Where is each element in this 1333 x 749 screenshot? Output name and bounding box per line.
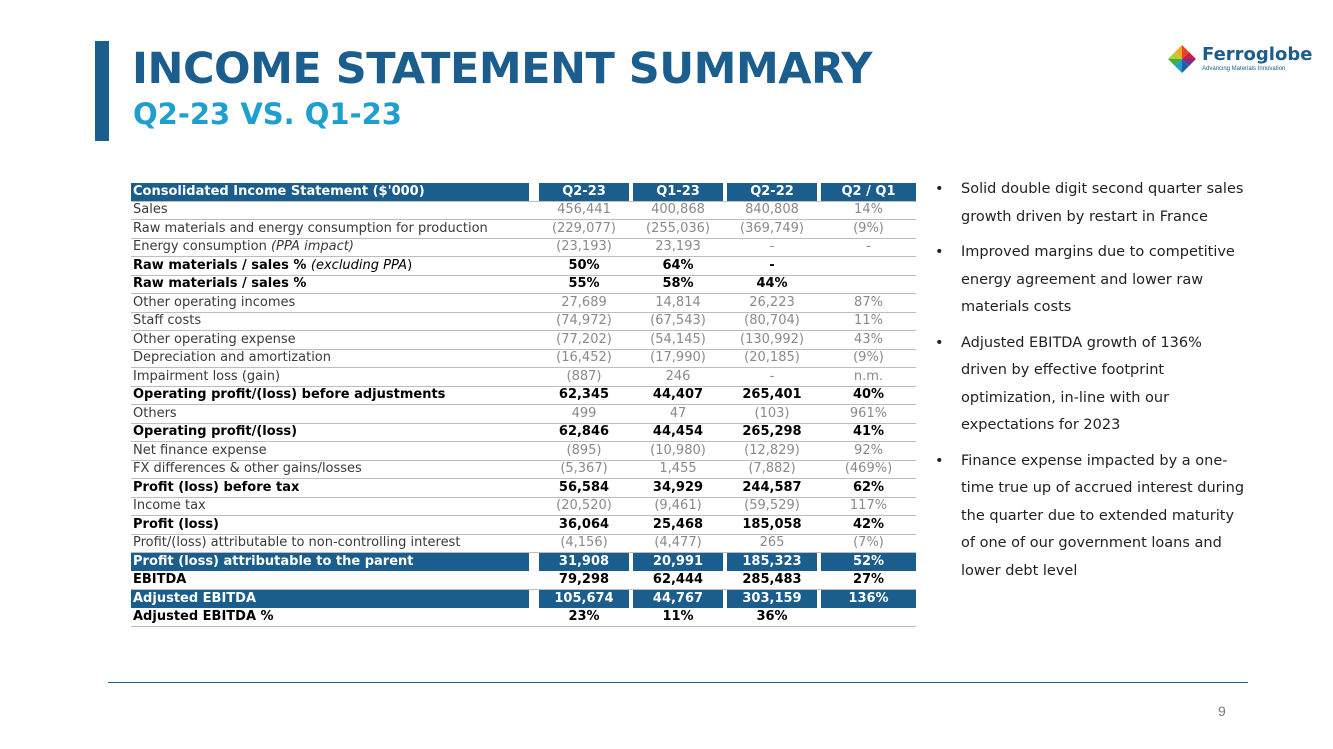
commentary-bullets [935,176,1247,593]
column-gap [529,571,539,590]
value-cell: 62,444 [633,571,723,590]
value-cell: 58% [633,275,723,294]
table-row [131,257,916,276]
row-label [131,238,529,257]
value-cell: 43% [821,331,916,350]
value-cell: (20,520) [539,497,629,516]
value-cell: 64% [633,257,723,276]
value-cell: (895) [539,442,629,461]
row-label-qualifier: (PPA impact) [270,239,354,254]
row-label-text: Net finance expense [133,442,267,458]
row-label [131,312,529,331]
value-cell: 52% [821,553,916,572]
value-cell: 26,223 [727,294,817,313]
value-cell: (5,367) [539,460,629,479]
bullet-text: Solid double digit second quarter sales growth driven by restart in France [961,181,1244,225]
column-gap [529,479,539,498]
value-cell [821,608,916,627]
row-label [131,294,529,313]
value-cell: 50% [539,257,629,276]
row-label-text: Staff costs [133,313,202,328]
value-cell: 265,298 [727,423,817,442]
value-cell: (103) [727,405,817,424]
column-gap [529,608,539,627]
column-gap [529,553,539,572]
value-cell: (17,990) [633,349,723,368]
value-cell: - [727,257,817,276]
row-label-text: Adjusted EBITDA [133,590,257,606]
row-label [131,275,529,294]
value-cell: 27,689 [539,294,629,313]
row-label-text: Profit (loss) attributable to the parent [133,553,414,569]
bullet-dot-icon: • [935,181,944,197]
value-cell: 87% [821,294,916,313]
row-label [131,590,529,609]
column-gap [529,275,539,294]
column-gap [529,201,539,220]
column-header: Q2 / Q1 [821,183,916,201]
value-cell: 40% [821,386,916,405]
row-label-text: Sales [133,202,168,217]
value-cell: (229,077) [539,220,629,239]
column-gap [529,220,539,239]
column-gap [529,238,539,257]
row-label-text: Raw materials / sales % [133,257,311,273]
income-statement-table [131,183,916,627]
table-row [131,201,916,220]
value-cell: 47 [633,405,723,424]
value-cell: 62% [821,479,916,498]
value-cell: - [727,238,817,257]
column-gap [529,183,539,201]
column-gap [529,534,539,553]
bullet-item [935,176,1247,231]
value-cell: 499 [539,405,629,424]
value-cell: (9%) [821,220,916,239]
logo-mark-icon [1166,43,1198,75]
row-label [131,386,529,405]
value-cell: 246 [633,368,723,387]
row-label [131,497,529,516]
column-gap [529,312,539,331]
row-label [131,423,529,442]
bullet-text: Improved margins due to competitive energy agreement and lower raw materials costs [961,244,1235,315]
row-label-suffix: ) [407,257,413,273]
value-cell: (7,882) [727,460,817,479]
row-label-text: Income tax [133,498,206,513]
table-row [131,386,916,405]
value-cell: 285,483 [727,571,817,590]
value-cell: - [727,368,817,387]
row-label-text: Profit (loss) [133,516,219,532]
row-label-text: FX differences & other gains/losses [133,461,362,476]
value-cell: (4,477) [633,534,723,553]
column-gap [529,423,539,442]
value-cell: (16,452) [539,349,629,368]
value-cell: (54,145) [633,331,723,350]
value-cell: 105,674 [539,590,629,609]
footer-divider [108,682,1248,683]
value-cell: 456,441 [539,201,629,220]
row-label [131,220,529,239]
column-gap [529,368,539,387]
table-row [131,368,916,387]
value-cell: (20,185) [727,349,817,368]
value-cell: 1,455 [633,460,723,479]
table-row [131,608,916,627]
row-label-qualifier: (excluding PPA [310,257,408,273]
table-row [131,220,916,239]
row-label-text: Energy consumption [133,239,271,254]
logo-tagline: Advancing Materials Innovation [1202,66,1286,72]
table-row [131,405,916,424]
column-gap [529,442,539,461]
row-label-text: Depreciation and amortization [133,350,331,365]
column-gap [529,349,539,368]
bullet-dot-icon: • [935,244,944,260]
column-gap [529,257,539,276]
table-row [131,571,916,590]
value-cell: 961% [821,405,916,424]
table-row [131,423,916,442]
page-subtitle: Q2-23 VS. Q1-23 [133,97,402,131]
value-cell: (9,461) [633,497,723,516]
value-cell [821,275,916,294]
row-label-text: Operating profit/(loss) before adjustments [133,387,446,402]
row-label [131,201,529,220]
value-cell: (74,972) [539,312,629,331]
table-row [131,590,916,609]
row-label-text: Profit/(loss) attributable to non-controlling interest [133,535,461,550]
value-cell: 136% [821,590,916,609]
value-cell: 27% [821,571,916,590]
row-label [131,331,529,350]
column-gap [529,294,539,313]
column-header: Q1-23 [633,183,723,201]
row-label [131,516,529,535]
table-row [131,553,916,572]
column-gap [529,331,539,350]
bullet-item [935,330,1247,440]
row-label-text: Other operating expense [133,331,296,347]
row-label [131,442,529,461]
row-label [131,608,529,627]
value-cell [821,257,916,276]
value-cell: (4,156) [539,534,629,553]
row-label [131,257,529,276]
column-gap [529,386,539,405]
table-row [131,516,916,535]
value-cell: 117% [821,497,916,516]
value-cell: (469%) [821,460,916,479]
value-cell: (80,704) [727,312,817,331]
value-cell: 92% [821,442,916,461]
value-cell: 840,808 [727,201,817,220]
value-cell: n.m. [821,368,916,387]
row-label [131,368,529,387]
value-cell: 265 [727,534,817,553]
value-cell: 34,929 [633,479,723,498]
bullet-dot-icon: • [935,334,944,351]
row-label-text: Operating profit/(loss) [133,424,298,439]
table-row [131,331,916,350]
value-cell: 20,991 [633,553,723,572]
table-row [131,294,916,313]
page-title: INCOME STATEMENT SUMMARY [132,44,872,94]
value-cell: (59,529) [727,497,817,516]
column-gap [529,590,539,609]
page-number: 9 [1218,703,1226,719]
value-cell: 44,454 [633,423,723,442]
value-cell: 265,401 [727,386,817,405]
value-cell: 44,407 [633,386,723,405]
header-label: Consolidated Income Statement ($'000) [131,183,529,201]
value-cell: - [821,238,916,257]
table-header-row [131,183,916,201]
row-label [131,460,529,479]
value-cell: (130,992) [727,331,817,350]
column-gap [529,516,539,535]
value-cell: 25,468 [633,516,723,535]
row-label [131,405,529,424]
value-cell: 23,193 [633,238,723,257]
row-label [131,479,529,498]
value-cell: 14% [821,201,916,220]
value-cell: 62,846 [539,423,629,442]
bullet-dot-icon: • [935,452,944,469]
ferroglobe-logo [1166,43,1312,75]
value-cell: 79,298 [539,571,629,590]
table-row [131,275,916,294]
value-cell: 62,345 [539,386,629,405]
row-label-text: Adjusted EBITDA % [133,609,274,624]
row-label-text: EBITDA [133,572,187,587]
row-label-text: Raw materials and energy consumption for production [133,220,488,236]
table-row [131,534,916,553]
column-header: Q2-22 [727,183,817,201]
value-cell: 11% [633,608,723,627]
value-cell: 11% [821,312,916,331]
logo-name: Ferroglobe [1202,44,1313,65]
table-row [131,460,916,479]
row-label-text: Raw materials / sales % [133,276,307,291]
row-label [131,349,529,368]
value-cell: 44% [727,275,817,294]
row-label [131,571,529,590]
value-cell: (67,543) [633,312,723,331]
value-cell: 31,908 [539,553,629,572]
value-cell: (887) [539,368,629,387]
row-label-text: Impairment loss (gain) [133,368,281,384]
column-gap [529,460,539,479]
row-label [131,553,529,572]
value-cell: 185,058 [727,516,817,535]
column-gap [529,497,539,516]
row-label [131,534,529,553]
value-cell: 55% [539,275,629,294]
value-cell: 44,767 [633,590,723,609]
table-row [131,497,916,516]
bullet-item [935,448,1247,586]
value-cell: (255,036) [633,220,723,239]
value-cell: 41% [821,423,916,442]
value-cell: (9%) [821,349,916,368]
value-cell: (10,980) [633,442,723,461]
table-row [131,238,916,257]
row-label-text: Profit (loss) before tax [133,479,300,495]
value-cell: (23,193) [539,238,629,257]
row-label-text: Other operating incomes [133,294,296,310]
table-row [131,349,916,368]
value-cell: 56,584 [539,479,629,498]
value-cell: 14,814 [633,294,723,313]
table-row [131,442,916,461]
bullet-text: Finance expense impacted by a one-time true up of accrued interest during the quarter due to extended maturity of one of our government loans and lower debt level [961,452,1245,579]
column-header: Q2-23 [539,183,629,201]
column-gap [529,405,539,424]
value-cell: (77,202) [539,331,629,350]
table-row [131,312,916,331]
value-cell: 244,587 [727,479,817,498]
bullet-item [935,239,1247,322]
value-cell: 42% [821,516,916,535]
value-cell: (7%) [821,534,916,553]
value-cell: 400,868 [633,201,723,220]
row-label-text: Others [133,405,177,421]
table-row [131,479,916,498]
value-cell: 23% [539,608,629,627]
value-cell: (12,829) [727,442,817,461]
value-cell: (369,749) [727,220,817,239]
title-accent-bar [95,41,109,141]
bullet-text: Adjusted EBITDA growth of 136% driven by effective footprint optimization, in-line with our expectations for 2023 [961,334,1202,433]
value-cell: 185,323 [727,553,817,572]
value-cell: 303,159 [727,590,817,609]
value-cell: 36,064 [539,516,629,535]
value-cell: 36% [727,608,817,627]
